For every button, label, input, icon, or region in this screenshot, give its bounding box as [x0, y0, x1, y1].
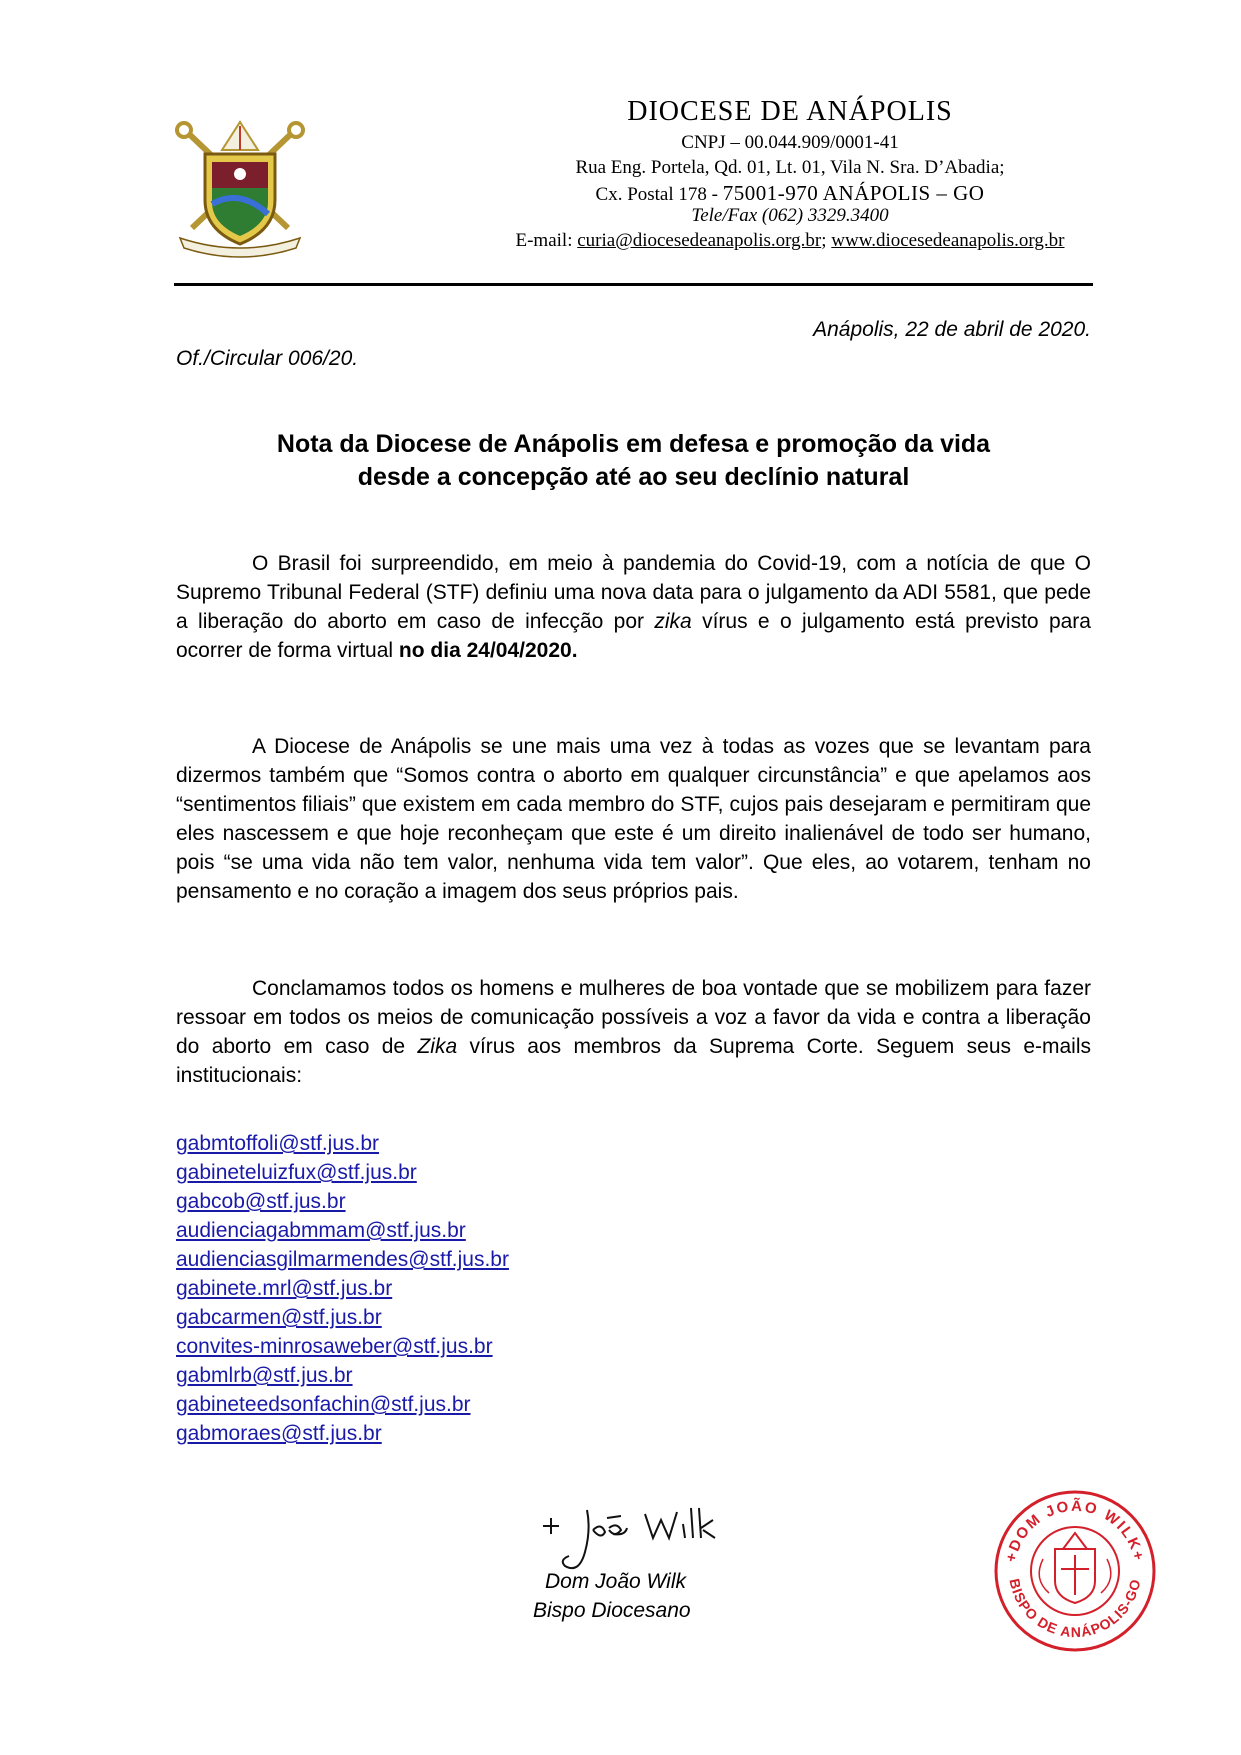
paragraph-2 — [176, 732, 1091, 906]
svg-text:BISPO DE ANÁPOLIS-GO: BISPO DE ANÁPOLIS-GO — [1006, 1577, 1144, 1641]
signatory-name: Dom João Wilk — [545, 1570, 687, 1593]
p2-text: A Diocese de Anápolis se une mais uma vez à todas as vozes que se levantam para dizermos também que “Somos contra o aborto em qualquer circunstância” e que apelamos aos “sentimentos filiais” que existem em cada membro do STF, cujos pais desejaram e permitiram que eles nascessem e que hoje reconheçam que este é um direito inalienável de todo ser humano, pois “se uma vida não tem valor, nenhuma vida tem valor”. Que eles, ao votarem, tenham no pensamento e no coração a imagem dos seus próprios pais. — [176, 735, 1091, 903]
email-link[interactable]: curia@diocesedeanapolis.org.br — [577, 230, 822, 251]
email-link[interactable]: audienciagabmmam@stf.jus.br — [176, 1219, 466, 1242]
email-prefix: E-mail: — [515, 230, 578, 251]
document-title — [176, 428, 1091, 494]
p1-text: O Brasil foi surpreendido, em meio à pandemia do Covid-19, com a notícia de que O Supremo Tribunal Federal (STF) definiu uma nova data para o julgamento da ADI 5581, que pede a liberação do aborto em caso de infecção por — [176, 552, 1091, 633]
postal-code-city: 75001-970 ANÁPOLIS – GO — [722, 181, 985, 205]
separator: ; — [821, 230, 832, 251]
postal-line — [400, 181, 1180, 206]
email-link[interactable]: gabineteluizfux@stf.jus.br — [176, 1161, 417, 1184]
cnpj-line: CNPJ – 00.044.909/0001-41 — [681, 132, 899, 153]
email-link[interactable]: gabmtoffoli@stf.jus.br — [176, 1132, 380, 1155]
telefax-line: Tele/Fax (062) 3329.3400 — [691, 205, 889, 226]
email-link[interactable]: convites-minrosaweber@stf.jus.br — [176, 1335, 493, 1358]
p3-italic: Zika — [417, 1035, 458, 1058]
p3-text: Conclamamos todos os homens e mulheres de boa vontade que se mobilizem para fazer ressoar em todos os meios de comunicação possíveis a voz a favor da vida e contra a liberação do aborto em caso de — [176, 977, 1091, 1058]
email-link[interactable]: gabcarmen@stf.jus.br — [176, 1306, 382, 1329]
email-link[interactable]: gabineteedsonfachin@stf.jus.br — [176, 1393, 471, 1416]
email-link[interactable]: gabmoraes@stf.jus.br — [176, 1422, 382, 1445]
p1-text-2: vírus e o julgamento está previsto para ocorrer de forma virtual — [176, 610, 1091, 662]
svg-text:+DOM JOÃO WILK+: +DOM JOÃO WILK+ — [1002, 1497, 1148, 1564]
p1-italic: zika — [654, 610, 692, 633]
reference-number: Of./Circular 006/20. — [176, 347, 359, 370]
contact-line — [400, 230, 1180, 252]
p3-text-2: vírus aos membros da Suprema Corte. Seguem seus e-mails institucionais: — [176, 1035, 1091, 1087]
email-link[interactable]: gabmlrb@stf.jus.br — [176, 1364, 353, 1387]
letter-date: Anápolis, 22 de abril de 2020. — [813, 318, 1091, 341]
handwritten-signature — [535, 1500, 735, 1580]
email-list — [176, 1129, 509, 1448]
email-link[interactable]: gabcob@stf.jus.br — [176, 1190, 346, 1213]
diocese-name: DIOCESE DE ANÁPOLIS — [627, 96, 953, 127]
signatory-role: Bispo Diocesano — [533, 1599, 691, 1622]
p1-bold-date: no dia 24/04/2020. — [398, 639, 578, 662]
header-divider — [174, 283, 1093, 286]
website-link[interactable]: www.diocesedeanapolis.org.br — [831, 230, 1065, 251]
email-link[interactable]: audienciasgilmarmendes@stf.jus.br — [176, 1248, 509, 1271]
title-line-1: Nota da Diocese de Anápolis em defesa e promoção da vida — [276, 430, 991, 458]
postal-box: Cx. Postal 178 - — [595, 184, 723, 205]
email-link[interactable]: gabinete.mrl@stf.jus.br — [176, 1277, 393, 1300]
title-line-2: desde a concepção até ao seu declínio natural — [357, 463, 910, 491]
address-line: Rua Eng. Portela, Qd. 01, Lt. 01, Vila N. Sra. D’Abadia; — [575, 157, 1005, 178]
diocesan-coat-of-arms-icon — [170, 118, 310, 258]
paragraph-1 — [176, 549, 1091, 665]
episcopal-seal-stamp-icon — [993, 1489, 1157, 1653]
paragraph-3 — [176, 974, 1091, 1090]
